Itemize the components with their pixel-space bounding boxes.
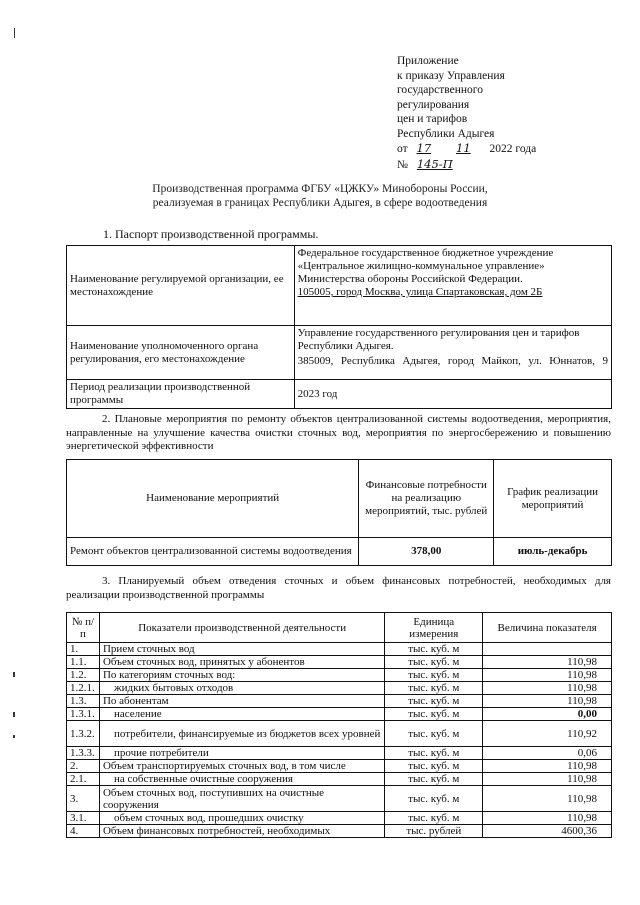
indicator-name: прочие потребители	[99, 747, 384, 760]
table-cell: июль-декабрь	[494, 538, 612, 566]
table-row	[67, 656, 612, 669]
unit: тыс. куб. м	[385, 656, 483, 669]
measures-table	[66, 459, 612, 566]
indicator-name: Объем финансовых потребностей, необходимых	[99, 825, 384, 838]
passport-table	[66, 245, 612, 409]
table-row	[67, 682, 612, 695]
column-header: Величина показателя	[483, 613, 612, 643]
column-header: Единица измерения	[385, 613, 483, 643]
approval-line: цен и тарифов	[397, 113, 468, 125]
table-row	[67, 380, 612, 409]
section1-heading: 1. Паспорт производственной программы.	[103, 227, 319, 241]
column-header: Наименование мероприятий	[67, 460, 359, 538]
section3-text: 3. Планируемый объем отведения сточных и объем финансовых потребностей, необходимых для реализации производственной программы	[66, 575, 611, 601]
table-header-row	[67, 460, 612, 538]
unit: тыс. куб. м	[385, 760, 483, 773]
table-row	[67, 708, 612, 721]
indicator-name: население	[99, 708, 384, 721]
indicator-name: жидких бытовых отходов	[99, 682, 384, 695]
row-number: 1.	[67, 643, 100, 656]
table-row	[67, 643, 612, 656]
indicator-name: на собственные очистные сооружения	[99, 773, 384, 786]
value: 110,98	[483, 773, 612, 786]
row-number: 2.1.	[67, 773, 100, 786]
indicator-name: Объем сточных вод, поступивших на очистные сооружения	[99, 786, 384, 812]
table-row	[67, 326, 612, 380]
unit: тыс. куб. м	[385, 786, 483, 812]
value: 0,00	[483, 708, 612, 721]
scan-speck	[13, 735, 15, 738]
value: 4600,36	[483, 825, 612, 838]
table-row	[67, 786, 612, 812]
indicator-name: Объем сточных вод, принятых у абонентов	[99, 656, 384, 669]
column-header: График реализации мероприятий	[494, 460, 612, 538]
table-cell: Наименование регулируемой организации, ее местонахождение	[67, 246, 295, 326]
row-number: 1.3.2.	[67, 721, 100, 747]
value: 110,98	[483, 669, 612, 682]
table-cell: 378,00	[359, 538, 494, 566]
value: 110,92	[483, 721, 612, 747]
row-number: 4.	[67, 825, 100, 838]
approval-line: государственного	[397, 84, 483, 96]
table-cell: 2023 год	[294, 380, 611, 409]
column-header: Показатели производственной деятельности	[99, 613, 384, 643]
scan-speck	[13, 672, 15, 677]
indicator-name: Прием сточных вод	[99, 643, 384, 656]
scan-speck	[13, 712, 15, 717]
table-row	[67, 721, 612, 747]
unit: тыс. рублей	[385, 825, 483, 838]
indicator-name: объем сточных вод, прошедших очистку	[99, 812, 384, 825]
approval-number: № 145-П	[397, 157, 597, 173]
table-cell: Федеральное государственное бюджетное учреждение «Центральное жилищно-коммунальное управление» Министерства обороны Российской Федерации. 105005, город Москва, улица Спартаковская, дом 2Б	[294, 246, 611, 326]
unit: тыс. куб. м	[385, 721, 483, 747]
table-cell: Управление государственного регулирования цен и тарифов Республики Адыгея. 385009, Республика Адыгея, город Майкоп, ул. Юннатов, 9	[294, 326, 611, 380]
table-row	[67, 538, 612, 566]
table-row	[67, 669, 612, 682]
value: 110,98	[483, 812, 612, 825]
table-row	[67, 825, 612, 838]
value: 110,98	[483, 695, 612, 708]
value: 110,98	[483, 656, 612, 669]
indicator-name: По категориям сточных вод:	[99, 669, 384, 682]
approval-line: регулирования	[397, 98, 470, 111]
approval-line: Республики Адыгея	[397, 127, 495, 140]
scan-speck	[14, 28, 15, 38]
unit: тыс. куб. м	[385, 682, 483, 695]
table-row	[67, 747, 612, 760]
approval-line: к приказу Управления	[397, 69, 505, 82]
approval-date: от 17 11 2022 года	[397, 141, 537, 155]
table-cell: Период реализации производственной программы	[67, 380, 295, 409]
table-header-row	[67, 613, 612, 643]
unit: тыс. куб. м	[385, 773, 483, 786]
indicator-name: Объем транспортируемых сточных вод, в том числе	[99, 760, 384, 773]
unit: тыс. куб. м	[385, 643, 483, 656]
row-number: 3.	[67, 786, 100, 812]
table-row	[67, 773, 612, 786]
row-number: 1.3.	[67, 695, 100, 708]
table-row	[67, 760, 612, 773]
document-title: Производственная программа ФГБУ «ЦЖКУ» Минобороны России, реализуемая в границах Республики Адыгея, в сфере водоотведения	[152, 183, 488, 209]
indicators-table	[66, 612, 612, 838]
handwritten-day: 17	[416, 141, 432, 155]
row-number: 2.	[67, 760, 100, 773]
indicator-name: потребители, финансируемые из бюджетов всех уровней	[99, 721, 384, 747]
row-number: 1.3.1.	[67, 708, 100, 721]
handwritten-month: 11	[456, 141, 471, 155]
unit: тыс. куб. м	[385, 708, 483, 721]
unit: тыс. куб. м	[385, 747, 483, 760]
table-row	[67, 246, 612, 326]
value: 110,98	[483, 786, 612, 812]
approval-line: Приложение	[397, 55, 459, 67]
row-number: 1.1.	[67, 656, 100, 669]
column-header: № п/п	[67, 613, 100, 643]
table-row	[67, 695, 612, 708]
row-number: 1.2.	[67, 669, 100, 682]
table-cell: Ремонт объектов централизованной системы водоотведения	[67, 538, 359, 566]
row-number: 3.1.	[67, 812, 100, 825]
handwritten-number: 145-П	[416, 156, 453, 171]
unit: тыс. куб. м	[385, 695, 483, 708]
column-header: Финансовые потребности на реализацию мероприятий, тыс. рублей	[359, 460, 494, 538]
table-cell: Наименование уполномоченного органа регулирования, его местонахождение	[67, 326, 295, 380]
value: 0,06	[483, 747, 612, 760]
table-row	[67, 812, 612, 825]
unit: тыс. куб. м	[385, 812, 483, 825]
row-number: 1.2.1.	[67, 682, 100, 695]
section2-text: 2. Плановые мероприятия по ремонту объектов централизованной системы водоотведения, мероприятия, направленные на улучшение качества очистки сточных вод, мероприятия по энергосбережению и повышению энергетической эффективности	[66, 413, 611, 452]
value	[483, 643, 612, 656]
approval-block	[397, 54, 597, 172]
value: 110,98	[483, 682, 612, 695]
row-number: 1.3.3.	[67, 747, 100, 760]
indicator-name: По абонентам	[99, 695, 384, 708]
value: 110,98	[483, 760, 612, 773]
unit: тыс. куб. м	[385, 669, 483, 682]
